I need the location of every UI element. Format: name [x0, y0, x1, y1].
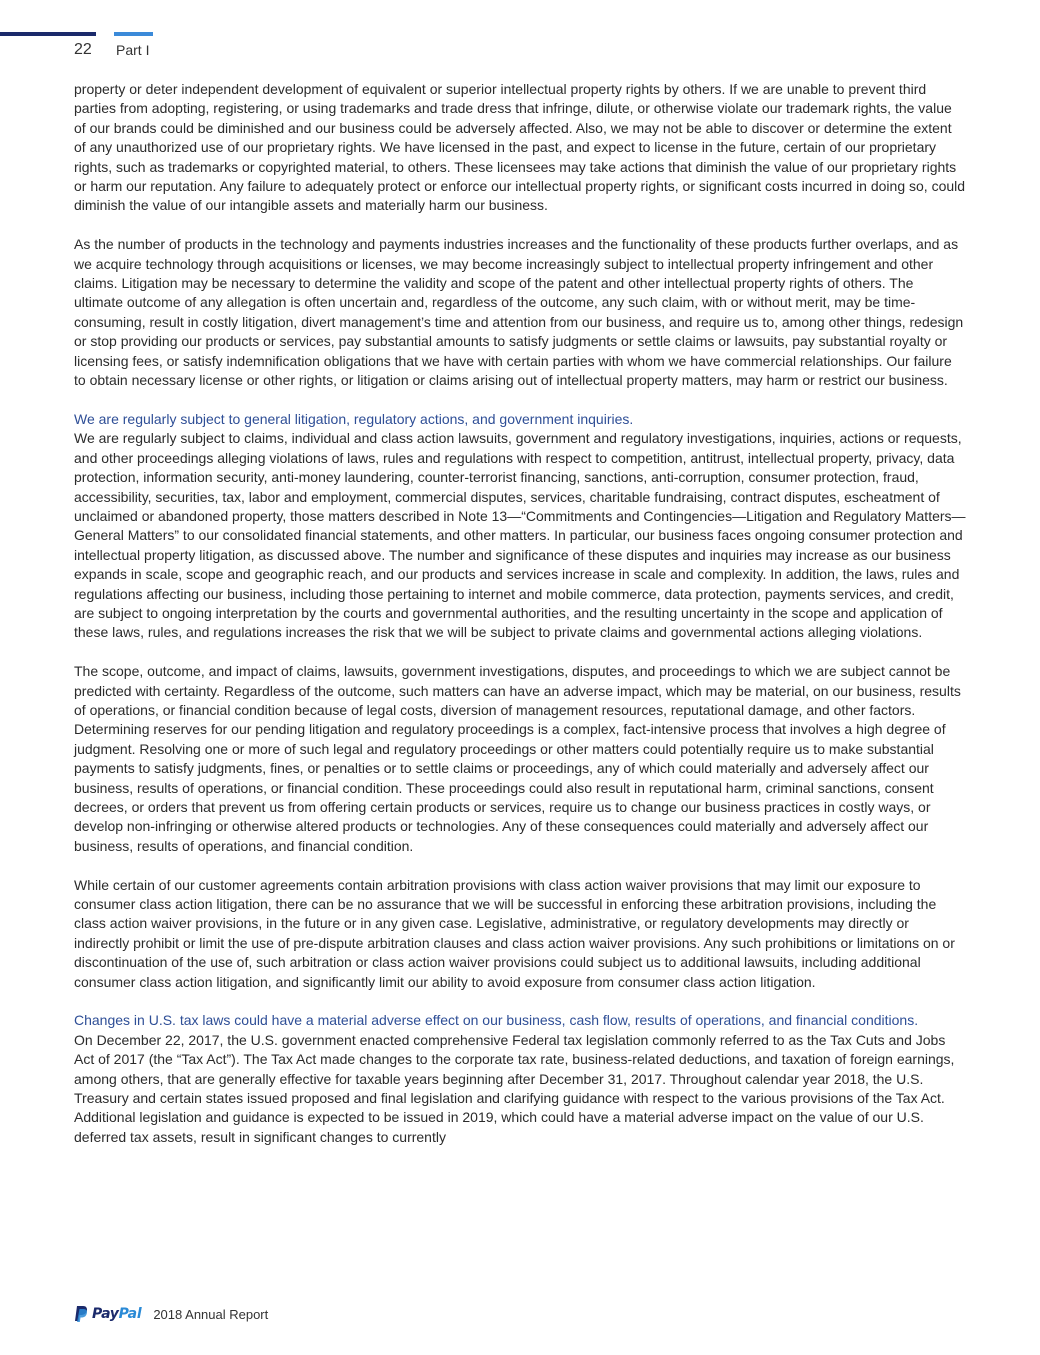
page-footer [74, 1304, 268, 1324]
header-rule-dark [0, 32, 96, 36]
risk-heading: We are regularly subject to general litigation, regulatory actions, and government inquiries. [74, 410, 634, 427]
section-label: Part I [116, 42, 150, 58]
body-paragraph: While certain of our customer agreements contain arbitration provisions with class action waiver provisions that may limit our exposure to consumer class action litigation, there can be no assurance that we will be successful in enforcing these arbitration provisions, including the class action waiver provisions, in the future or in any given case. Legislative, administrative, or regulatory developments may directly or indirectly prohibit or limit the use of pre-dispute arbitration clauses and class action waiver provisions. Any such prohibitions or limitations on or discontinuation of the use of, such arbitration or class action waiver provisions could subject us to additional lawsuits, including additional consumer class action litigation, and significantly limit our ability to avoid exposure from consumer class action litigation. [74, 876, 955, 990]
paypal-logo [92, 1306, 141, 1322]
body-paragraph: The scope, outcome, and impact of claims, lawsuits, government investigations, disputes, and proceedings to which we are subject cannot be predicted with certainty. Regardless of the outcome, such matters can have an adverse impact, which may be material, on our business, results of operations, or financial condition because of legal costs, diversion of management resources, reputational damage, and other factors. Determining reserves for our pending litigation and regulatory proceedings is a complex, fact-intensive process that involves a high degree of judgment. Resolving one or more of such legal and regulatory proceedings or other matters could potentially require us to make substantial payments to satisfy judgments, fines, or penalties or to settle claims or proceedings, any of which could materially and adversely affect our business, results of operations, or financial condition. These proceedings could also result in reputational harm, criminal sanctions, consent decrees, or orders that prevent us from offering certain products or services, require us to change our business practices in costly ways, or develop non-infringing or otherwise altered products or technologies. Any of these consequences could materially and adversely affect our business, results of operations, and financial condition. [74, 663, 961, 854]
header-rule-accent [114, 32, 153, 36]
logo-text-pay: Pay [92, 1306, 119, 1322]
body-paragraph: We are regularly subject to claims, individual and class action lawsuits, government and regulatory investigations, inquiries, actions or requests, and other proceedings alleging violations of laws, rules and regulations with respect to competition, antitrust, intellectual property, privacy, data protection, information security, anti-money laundering, counter-terrorist financing, sanctions, anti-corruption, consumer protection, fraud, accessibility, securities, tax, labor and employment, commercial disputes, services, charitable fundraising, contract disputes, escheatment of unclaimed or abandoned property, those matters described in Note 13—“Commitments and Contingencies—Litigation and Regulatory Matters—General Matters” to our consolidated financial statements, and other matters. In particular, our business faces ongoing consumer protection and intellectual property litigation, as discussed above. The number and significance of these disputes and inquiries may increase as our business expands in scale, scope and geographic reach, and our products and services increase in scale and complexity. In addition, the laws, rules and regulations affecting our business, including those pertaining to internet and mobile commerce, data protection, payments services, and credit, are subject to ongoing interpretation by the courts and governmental authorities, and the resulting uncertainty in the scope and application of these laws, rules, and regulations increases the risk that we will be subject to private claims and governmental actions alleging violations. [74, 430, 966, 641]
logo-text-pal: Pal [118, 1306, 142, 1322]
report-name: 2018 Annual Report [153, 1306, 269, 1322]
risk-heading: Changes in U.S. tax laws could have a material adverse effect on our business, cash flow, results of operations, and financial conditions. [74, 1012, 919, 1029]
page-number: 22 [74, 41, 92, 58]
body-paragraph: property or deter independent development of equivalent or superior intellectual property rights by others. If we are unable to prevent third parties from adopting, registering, or using trademarks and trade dress that infringe, dilute, or otherwise violate our trademark rights, the value of our brands could be diminished and our business could be adversely affected. Also, we may not be able to discover or determine the extent of any unauthorized use of our proprietary rights. We have licensed in the past, and expect to license in the future, certain of our proprietary rights, such as trademarks or copyrighted material, to others. These licensees may take actions that diminish the value of our proprietary rights or harm our reputation. Any failure to adequately protect or enforce our intellectual property rights, or significant costs incurred in doing so, could diminish the value of our intangible assets and materially harm our business. [74, 81, 966, 214]
body-paragraph: As the number of products in the technology and payments industries increases and the functionality of these products further overlaps, and as we acquire technology through acquisitions or licenses, we may become increasingly subject to intellectual property infringement and other claims. Litigation may be necessary to determine the validity and scope of the patent and other intellectual property rights of others. The ultimate outcome of any allegation is often uncertain and, regardless of the outcome, any such claim, with or without merit, may be time-consuming, result in costly litigation, divert management’s time and attention from our business, and require us to, among other things, redesign or stop providing our products or services, pay substantial amounts to satisfy judgments or settle claims or lawsuits, pay substantial royalty or licensing fees, or satisfy indemnification obligations that we have with certain parties with whom we have commercial relationships. Our failure to obtain necessary license or other rights, or litigation or claims arising out of intellectual property matters, may harm or restrict our business. [74, 236, 964, 389]
body-paragraph: On December 22, 2017, the U.S. government enacted comprehensive Federal tax legislation commonly referred to as the Tax Cuts and Jobs Act of 2017 (the “Tax Act”). The Tax Act made changes to the corporate tax rate, business-related deductions, and taxation of foreign earnings, among others, that are generally effective for taxable years beginning after December 31, 2017. Throughout calendar year 2018, the U.S. Treasury and certain states issued proposed and final legislation and clarifying guidance with respect to the various provisions of the Tax Act. Additional legislation and guidance is expected to be issued in 2019, which could have a material adverse impact on the value of our U.S. deferred tax assets, result in significant changes to currently [74, 1031, 955, 1145]
paypal-logo-icon [74, 1305, 88, 1323]
page-body [74, 80, 966, 1147]
